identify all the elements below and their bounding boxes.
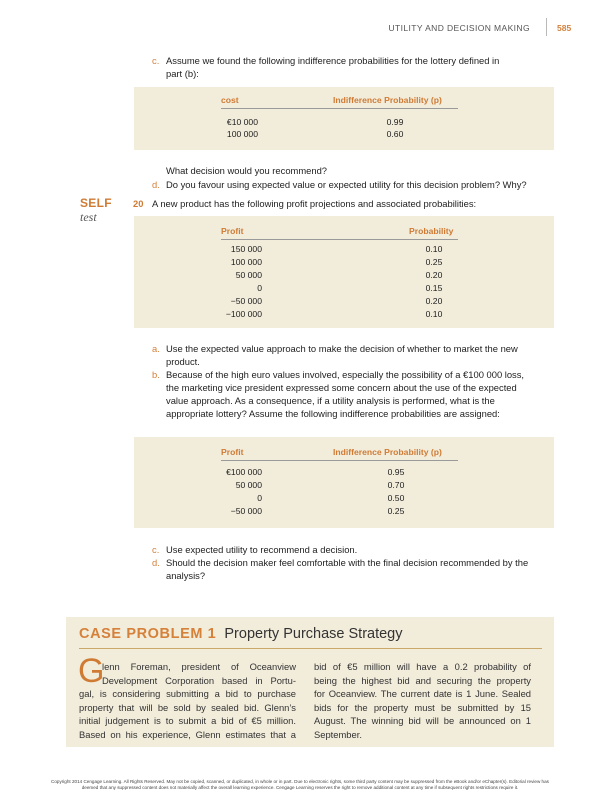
table-cell: −50 000 [230, 506, 262, 516]
part-b-line-3: value approach. As a consequence, if a utility analysis is performed, what is the [166, 395, 495, 406]
table-cell: €10 000 [226, 117, 258, 127]
profit-header: Profit [221, 226, 244, 236]
case-left-line-6: Based on his experience, Glenn estimates that a [79, 728, 296, 740]
table-cell: 0.60 [386, 129, 404, 139]
table-cell: 0.99 [386, 117, 404, 127]
part-b-line-1: Because of the high euro values involved, especially the possibility of a €100 000 loss, [166, 369, 525, 380]
question-number: 20 [133, 198, 144, 209]
table-cell: 150 000 [230, 244, 262, 254]
table-rule [221, 460, 458, 461]
part-c-text: Use expected utility to recommend a decision. [166, 544, 358, 555]
table-rule [221, 239, 458, 240]
part-d-label: d. [152, 179, 160, 190]
case-problem-title: Property Purchase Strategy [224, 626, 403, 642]
table-cell: 100 000 [230, 257, 262, 267]
case-problem-label: CASE PROBLEM 1 [79, 626, 217, 642]
part-c-line-2: part (b): [166, 68, 199, 79]
case-problem-heading [79, 626, 403, 642]
running-header-title: UTILITY AND DECISION MAKING [388, 23, 530, 33]
probability-header: Probability [409, 226, 454, 236]
self-test-label: SELF [80, 196, 112, 210]
table-cell: −50 000 [230, 296, 262, 306]
profit-table-box [134, 216, 554, 328]
part-a-line-2: product. [166, 356, 200, 367]
table-cell: 50 000 [235, 480, 262, 490]
table-cell: 0.15 [425, 283, 443, 293]
table-cell: 0.20 [425, 296, 443, 306]
table-cell: 0.25 [387, 506, 405, 516]
copyright-notice [8, 779, 592, 791]
table-cell: 50 000 [235, 270, 262, 280]
part-a-label: a. [152, 343, 160, 354]
copyright-line: Copyright 2014 Cengage Learning. All Rights Reserved. May not be copied, scanned, or duplicated, in whole or in part. Due to electronic rights, some third party content may be suppressed from the eBook and/or eChapter(s). Editorial review has [51, 779, 549, 784]
self-test-sublabel: test [80, 210, 97, 224]
page-number: 585 [557, 23, 572, 33]
case-left-line-3: gal, is considering submitting a bid to purchase [79, 688, 296, 699]
part-d-label: d. [152, 557, 160, 568]
drop-cap: G [78, 652, 105, 690]
table-cell: 100 000 [226, 129, 258, 139]
copyright-line: deemed that any suppressed content does not materially affect the overall learning experience. Cengage Learning reserves the right to remove additional content at any time if subsequent rights restrictions require it. [81, 785, 519, 791]
part-b-line-2: the marketing vice president expressed some concern about the use of the expected [166, 382, 517, 393]
part-c-label: c. [152, 55, 160, 66]
part-d-line-2: analysis? [166, 570, 206, 581]
part-c-label: c. [152, 544, 160, 555]
table-cell: 0.10 [425, 309, 443, 319]
table-cell: 0.25 [425, 257, 443, 267]
indiff-prob-header: Indifference Probability (p) [333, 447, 442, 457]
table-cell: 0.70 [387, 480, 405, 490]
part-b-line-4: appropriate lottery? Assume the following indifference probabilities are assigned: [166, 408, 500, 419]
table-cell: 0.20 [425, 270, 443, 280]
part-d-line-1: Should the decision maker feel comfortable with the final decision recommended by the [166, 557, 529, 568]
table-cell: 0.10 [425, 244, 443, 254]
part-a-line-1: Use the expected value approach to make the decision of whether to market the new [166, 343, 518, 354]
case-right-line-4: bids for the property must be submitted by 15 [314, 701, 531, 713]
case-left-line-2: Development Corporation based in Portu- [102, 674, 296, 686]
table-cell: 0 [257, 283, 262, 293]
case-left-line-1: lenn Foreman, president of Oceanview [102, 661, 296, 672]
case-right-line-2: being the highest bid and securing the property [314, 674, 531, 686]
table-cell: 0.95 [387, 467, 405, 477]
case-right-line-6: September. [314, 728, 362, 740]
indiff-prob-header: Indifference Probability (p) [333, 95, 442, 105]
profit-header: Profit [221, 447, 244, 457]
cost-header: cost [221, 95, 239, 105]
table-cell: −100 000 [225, 309, 262, 319]
case-right-line-1: bid of €5 million will have a 0.2 probability of [314, 661, 531, 672]
case-right-line-3: for Oceanview. The current date is 1 June. Sealed [314, 688, 531, 699]
table-cell: 0.50 [387, 493, 405, 503]
question-intro: A new product has the following profit projections and associated probabilities: [152, 198, 477, 209]
header-divider [546, 18, 547, 36]
part-c-line-1: Assume we found the following indifference probabilities for the lottery defined in [166, 55, 500, 66]
part-c-followup: What decision would you recommend? [166, 165, 328, 176]
case-left-line-5: initial judgement is to submit a bid of €5 million. [79, 715, 296, 726]
part-d-text: Do you favour using expected value or expected utility for this decision problem? Why? [166, 179, 527, 190]
case-left-line-4: property that will be sold by sealed bid. Glenn’s [79, 701, 296, 713]
case-right-line-5: August. The winning bid will be announced on 1 [314, 715, 531, 726]
case-divider [79, 648, 542, 649]
part-b-label: b. [152, 369, 160, 380]
table-rule [221, 108, 458, 109]
table-cell: €100 000 [226, 467, 262, 477]
table-cell: 0 [257, 493, 262, 503]
